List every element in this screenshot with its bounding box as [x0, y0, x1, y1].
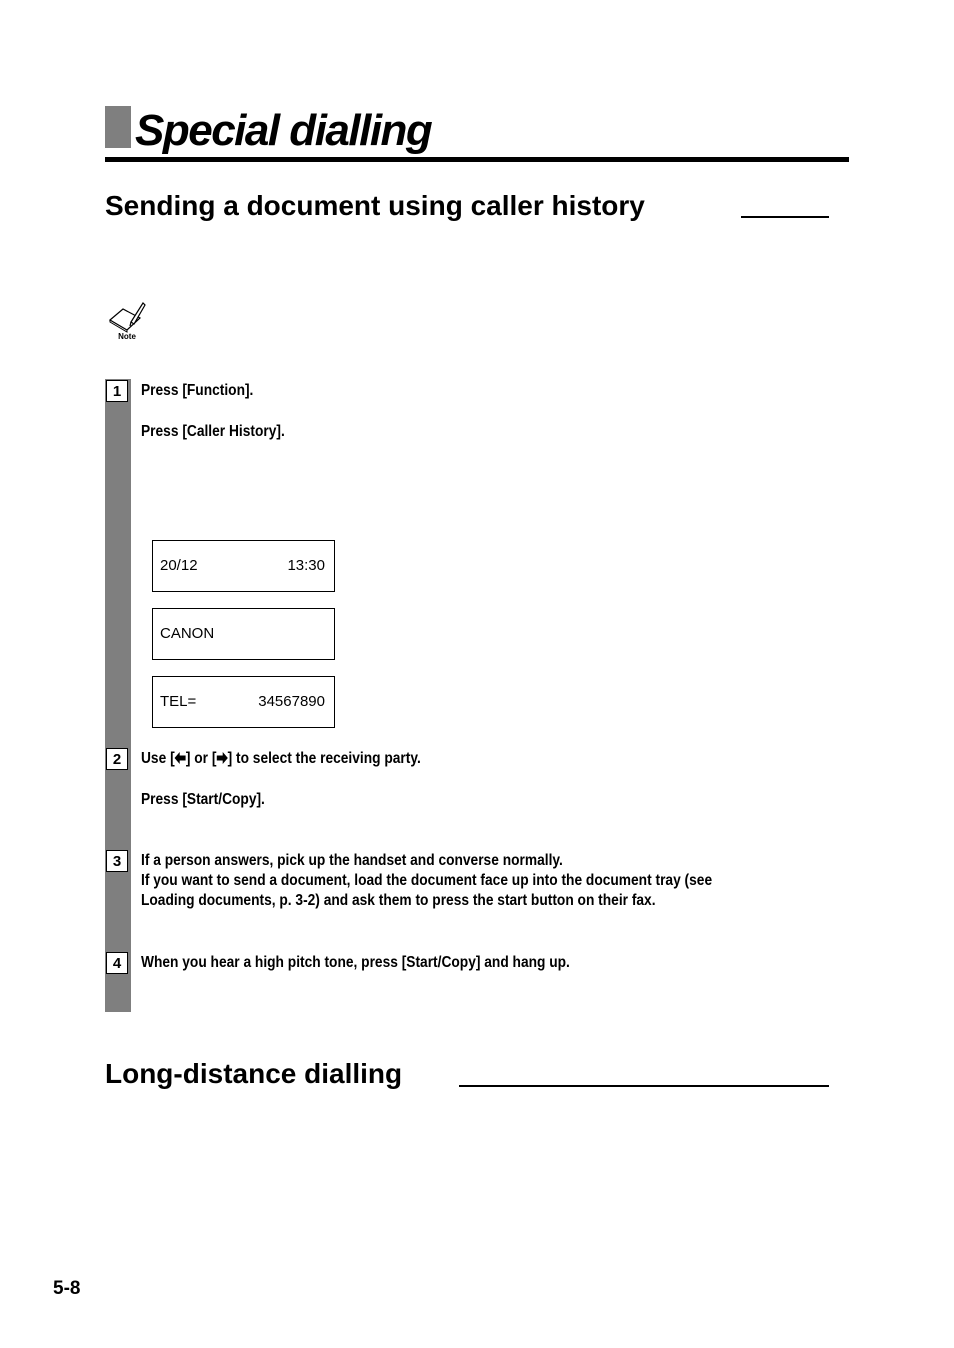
step-2-text-b: ] or [: [185, 750, 217, 767]
title-marker: [105, 106, 131, 148]
step-2-line-2: Press [Start/Copy].: [141, 791, 265, 808]
left-arrow-icon: [175, 752, 186, 764]
step-number-2: 2: [106, 748, 128, 770]
step-1-line-2: Press [Caller History].: [141, 423, 285, 440]
steps-bar: [105, 379, 131, 1012]
step-3-line-1: If a person answers, pick up the handset and converse normally.: [141, 852, 563, 869]
page-title: Special dialling: [135, 106, 432, 155]
lcd-display-date: [152, 540, 335, 592]
step-number-4: 4: [106, 952, 128, 974]
section-heading-caller-history: Sending a document using caller history: [105, 190, 645, 221]
lcd-tel-label: TEL=: [160, 693, 197, 710]
step-1-line-1: Press [Function].: [141, 382, 254, 399]
title-rule: [105, 157, 849, 162]
note-label: Note: [118, 332, 136, 341]
lcd-display-tel: [152, 676, 335, 728]
lcd-name: CANON: [160, 625, 215, 642]
page-number: 5-8: [53, 1278, 81, 1299]
lcd-tel-number: 34567890: [258, 693, 325, 710]
step-number-3: 3: [106, 850, 128, 872]
step-2-line-1: [141, 749, 421, 769]
step-3-line-2: If you want to send a document, load the document face up into the document tray (see: [141, 872, 713, 889]
lcd-time: 13:30: [287, 557, 325, 574]
step-2-text-a: Use [: [141, 750, 175, 767]
step-4-line-1: When you hear a high pitch tone, press [Start/Copy] and hang up.: [141, 954, 570, 971]
step-number-1: 1: [106, 380, 128, 402]
heading-rule-2: [459, 1085, 829, 1087]
lcd-date: 20/12: [160, 557, 198, 574]
note-icon: [107, 300, 147, 342]
step-3-line-3: Loading documents, p. 3-2) and ask them to press the start button on their fax.: [141, 892, 656, 909]
lcd-display-name: [152, 608, 335, 660]
heading-rule-1: [741, 216, 829, 218]
step-2-text-c: ] to select the receiving party.: [227, 750, 421, 767]
section-heading-long-distance: Long-distance dialling: [105, 1058, 403, 1089]
right-arrow-icon: [216, 752, 227, 764]
